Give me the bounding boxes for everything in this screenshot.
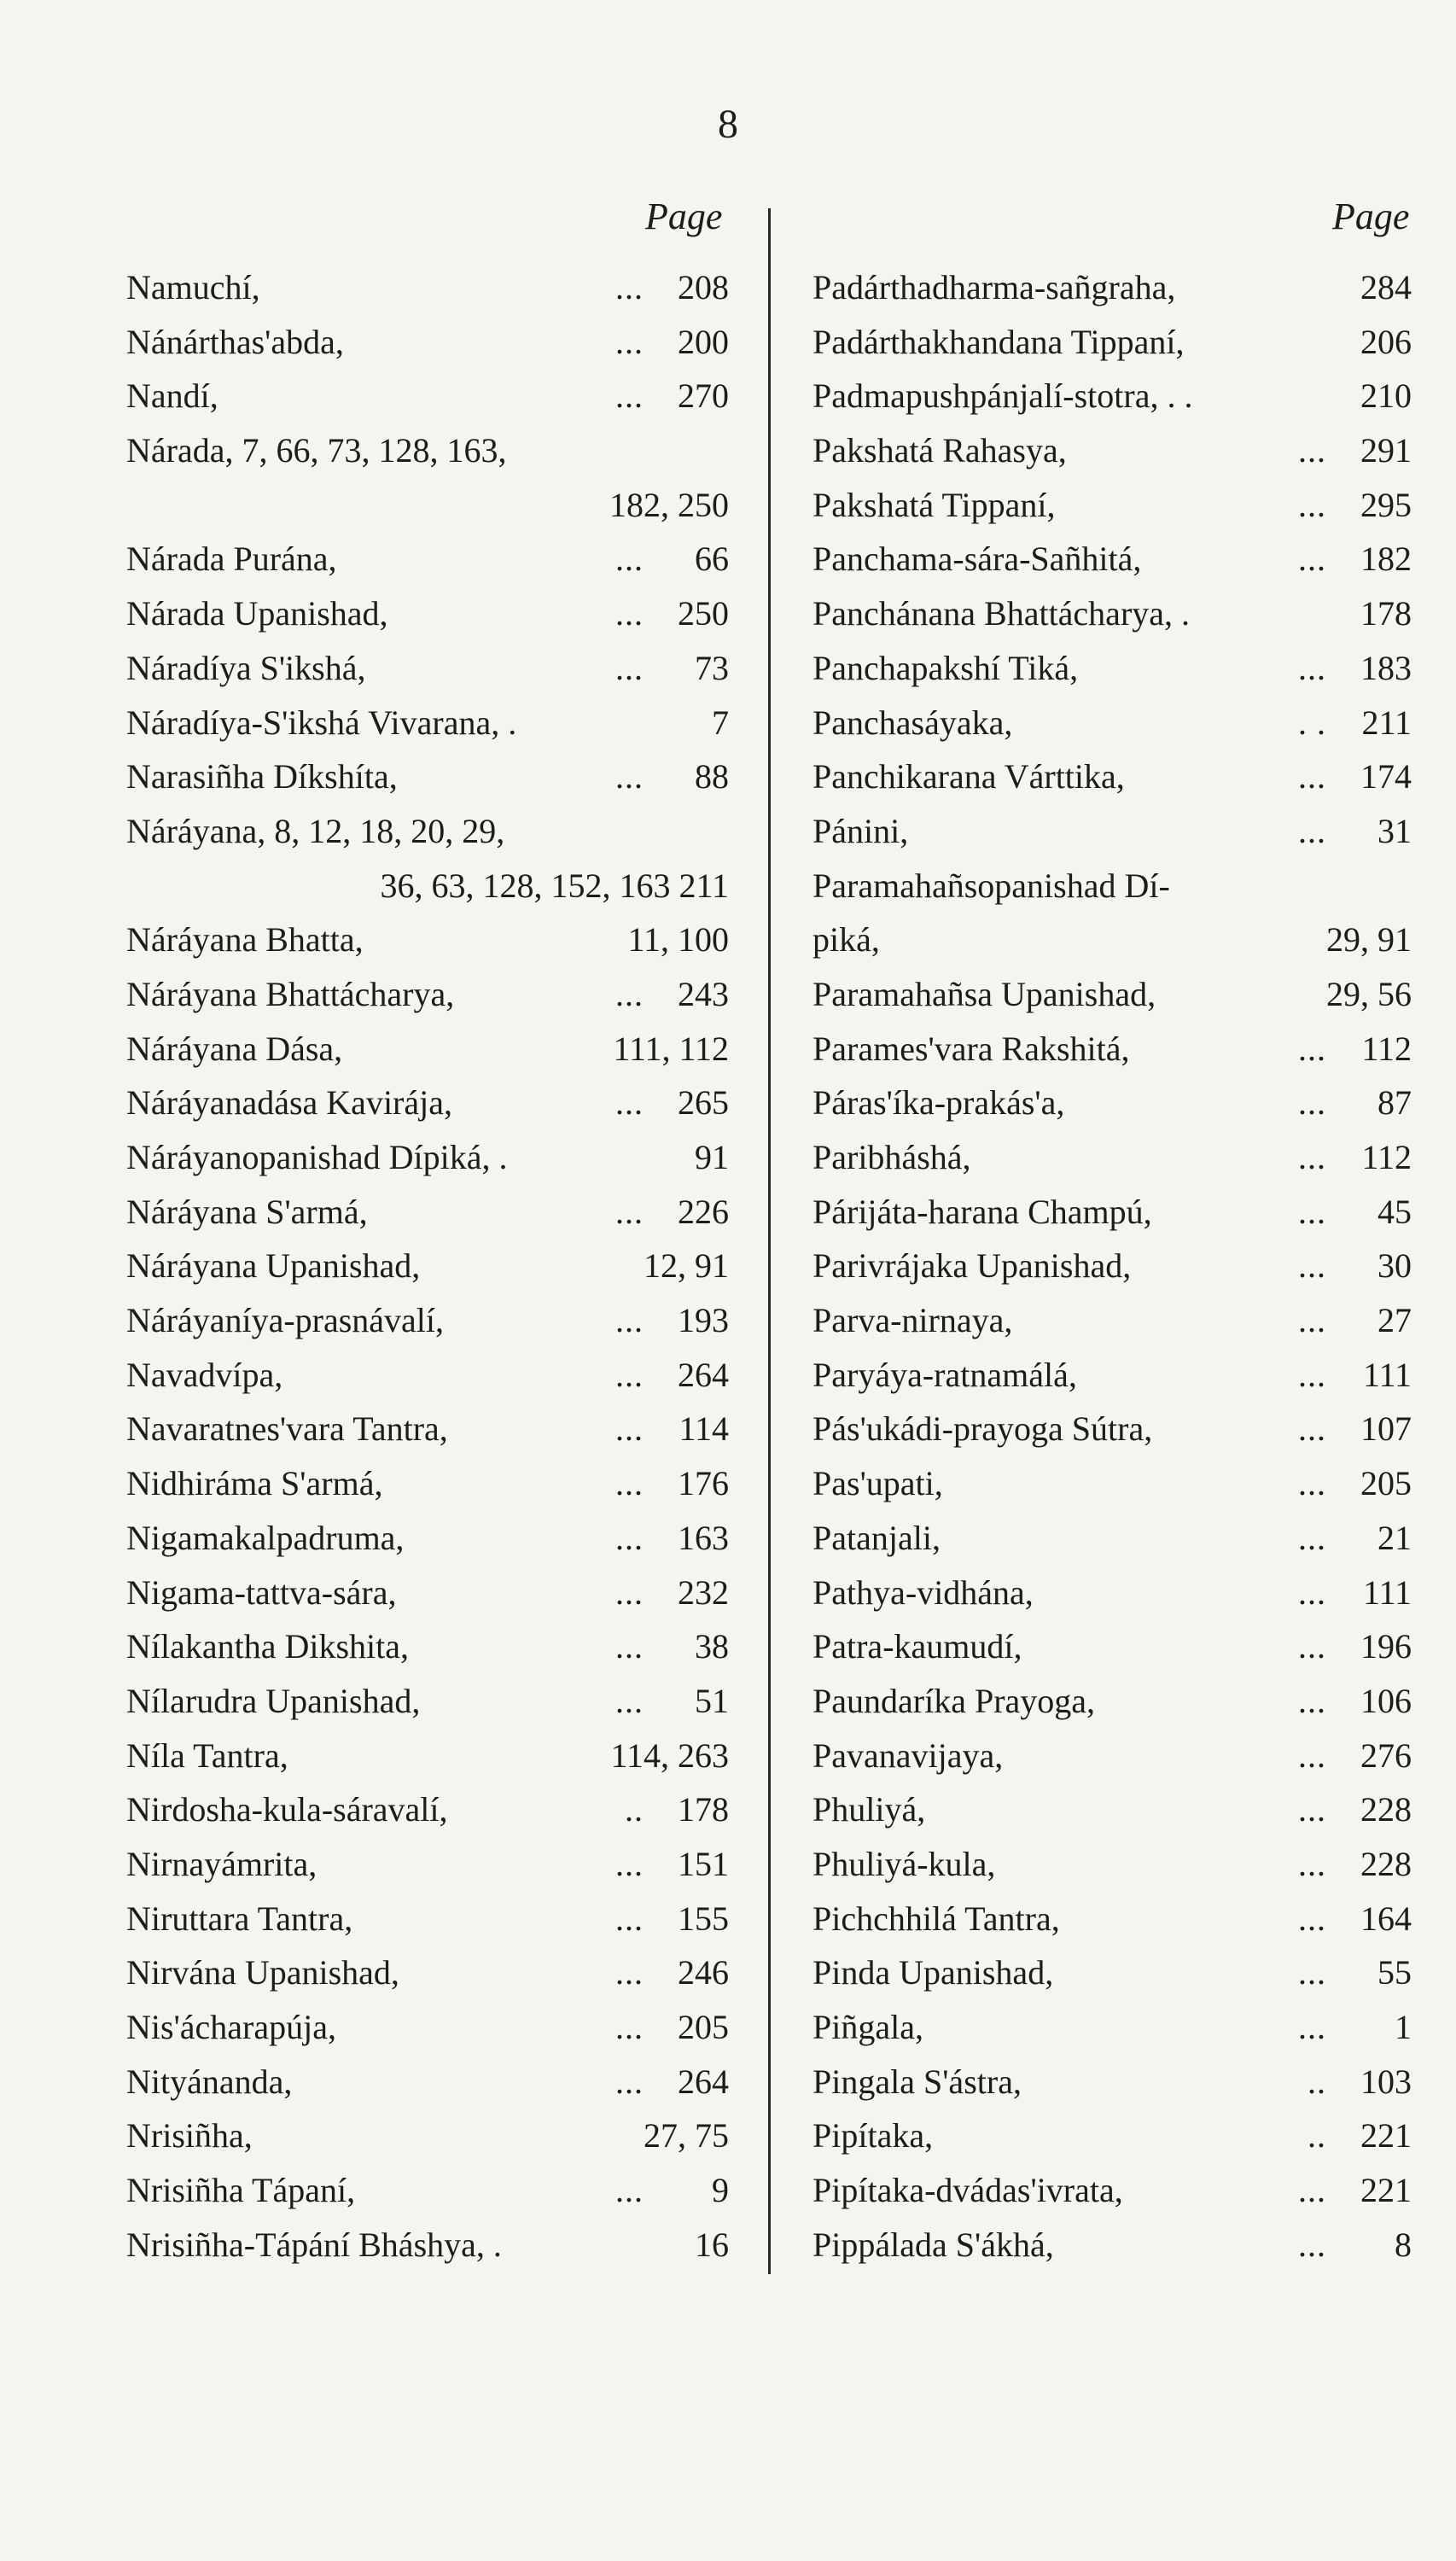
- index-entry: [126, 1782, 729, 1837]
- entry-page-numbers: 31: [1377, 811, 1412, 850]
- entry-page-numbers: 243: [678, 974, 729, 1013]
- entry-name: Parva-nirnaya,: [812, 1301, 1013, 1340]
- index-entry: [812, 1130, 1412, 1185]
- entry-page-numbers: 107: [1360, 1409, 1412, 1449]
- index-entry: [812, 369, 1412, 423]
- entry-page-numbers: 174: [1360, 757, 1412, 796]
- dot-leader: ...: [1298, 1844, 1326, 1883]
- entry-name: Náráyana Dása,: [126, 1029, 343, 1068]
- entry-page-numbers: 196: [1360, 1627, 1412, 1666]
- entry-name: Nánárthas'abda,: [126, 322, 344, 361]
- entry-name: Panchasáyaka,: [812, 703, 1013, 742]
- entry-name: Navaratnes'vara Tantra,: [126, 1409, 448, 1449]
- entry-name: Náráyanadása Kavirája,: [126, 1083, 452, 1123]
- entry-name: Níla Tantra,: [126, 1736, 288, 1775]
- entry-page-numbers: 265: [678, 1083, 729, 1123]
- entry-page-numbers: 232: [678, 1572, 729, 1612]
- entry-page-numbers: 1: [1395, 2008, 1412, 2046]
- entry-page-numbers: 91: [695, 1138, 729, 1176]
- dot-leader: ...: [615, 268, 644, 306]
- dot-leader: ...: [1298, 648, 1326, 687]
- index-entry: [126, 696, 729, 750]
- index-entry: [812, 859, 1412, 913]
- entry-name: Nirdosha-kula-sáravalí,: [126, 1790, 448, 1829]
- entry-page-numbers: 228: [1360, 1844, 1412, 1883]
- dot-leader: ...: [1298, 2225, 1326, 2264]
- entry-page-numbers: 66: [695, 540, 729, 579]
- index-entry: [812, 1674, 1412, 1729]
- entry-page-numbers: 55: [1377, 1953, 1412, 1992]
- dot-leader: ...: [615, 1355, 644, 1394]
- dot-leader: ...: [1298, 1246, 1326, 1286]
- dot-leader: ...: [1298, 1790, 1326, 1829]
- entry-page-numbers: 206: [1360, 322, 1412, 361]
- entry-page-numbers: 151: [678, 1844, 729, 1883]
- entry-name: Pingala S'ástra,: [812, 2062, 1022, 2101]
- entry-name: Pathya-vidhána,: [812, 1572, 1034, 1612]
- index-entry: [812, 1511, 1412, 1566]
- entry-page-numbers: 112: [1361, 1029, 1412, 1068]
- entry-page-numbers: 111, 112: [613, 1029, 729, 1068]
- entry-name: Parivrájaka Upanishad,: [812, 1246, 1132, 1286]
- entry-page-numbers: 178: [678, 1790, 729, 1829]
- entry-name: Nrisiñha,: [126, 2116, 253, 2156]
- index-entry: [812, 1837, 1412, 1892]
- entry-page-numbers: 276: [1360, 1736, 1412, 1775]
- entry-name: Pánini,: [812, 811, 909, 850]
- dot-leader: ...: [615, 757, 644, 796]
- index-entry: [812, 1185, 1412, 1240]
- entry-name: Paribháshá,: [812, 1138, 971, 1176]
- dot-leader: ...: [1298, 757, 1326, 796]
- entry-name: Narasiñha Díkshíta,: [126, 757, 398, 796]
- entry-page-numbers: 111: [1362, 1572, 1412, 1612]
- index-entry: [812, 641, 1412, 696]
- entry-name: Pakshatá Rahasya,: [812, 431, 1067, 470]
- index-entry: [126, 1837, 729, 1892]
- index-entry: [812, 1076, 1412, 1130]
- entry-name: Phuliyá-kula,: [812, 1844, 996, 1883]
- entry-page-numbers: 16: [695, 2225, 729, 2264]
- entry-page-numbers: 38: [695, 1627, 729, 1666]
- index-entry: [126, 260, 729, 315]
- dot-leader: ...: [615, 1627, 644, 1666]
- entry-page-numbers: 193: [678, 1301, 729, 1340]
- index-entry: [812, 1619, 1412, 1674]
- entry-name: Páras'íka-prakás'a,: [812, 1083, 1065, 1123]
- entry-page-numbers: 182: [1360, 540, 1412, 579]
- index-entry: [126, 1566, 729, 1620]
- index-entry: [126, 804, 729, 859]
- entry-page-numbers: 246: [678, 1953, 729, 1992]
- entry-page-numbers: 221: [1360, 2116, 1412, 2156]
- entry-name: Pichchhilá Tantra,: [812, 1899, 1060, 1938]
- entry-page-numbers: 9: [712, 2171, 729, 2210]
- entry-name: Pinda Upanishad,: [812, 1953, 1054, 1992]
- index-entry: [126, 641, 729, 696]
- index-entry: [812, 1022, 1412, 1076]
- dot-leader: ...: [615, 1681, 644, 1720]
- dot-leader: ..: [625, 1790, 644, 1829]
- index-entry: [812, 260, 1412, 315]
- entry-page-numbers: 176: [678, 1464, 729, 1503]
- dot-leader: ...: [1298, 1083, 1326, 1123]
- entry-name: Pipítaka,: [812, 2116, 934, 2156]
- index-entry: [126, 423, 729, 478]
- right-index-column: [812, 260, 1412, 2272]
- entry-name: Náradíya S'ikshá,: [126, 648, 366, 687]
- entry-page-numbers: 112: [1361, 1138, 1412, 1176]
- entry-page-numbers: 163: [678, 1518, 729, 1557]
- index-entry: [812, 750, 1412, 804]
- entry-page-numbers: 114: [678, 1409, 729, 1449]
- index-entry: [812, 2000, 1412, 2055]
- entry-name: Nrisiñha Tápaní,: [126, 2171, 356, 2210]
- index-entry: [126, 478, 729, 533]
- dot-leader: ...: [1298, 1953, 1326, 1992]
- entry-name: Padárthakhandana Tippaní,: [812, 322, 1185, 361]
- index-entry: [126, 1130, 729, 1185]
- index-entry: [126, 1892, 729, 1946]
- dot-leader: ...: [615, 2008, 644, 2046]
- entry-page-numbers: 183: [1360, 648, 1412, 687]
- entry-name: Nandí,: [126, 376, 218, 416]
- page-number: 8: [718, 102, 738, 147]
- entry-page-numbers: 106: [1360, 1681, 1412, 1720]
- entry-page-numbers: 12, 91: [644, 1246, 729, 1286]
- index-entry: [126, 1022, 729, 1076]
- index-entry: [126, 369, 729, 423]
- dot-leader: ...: [1298, 540, 1326, 579]
- entry-page-numbers: 73: [695, 648, 729, 687]
- entry-name: Nityánanda,: [126, 2062, 293, 2101]
- entry-page-numbers: 205: [1360, 1464, 1412, 1503]
- dot-leader: ...: [615, 1301, 644, 1340]
- index-entry: [812, 423, 1412, 478]
- entry-name: Nirvána Upanishad,: [126, 1953, 399, 1992]
- entry-page-numbers: 270: [678, 376, 729, 416]
- entry-name: Nigama-tattva-sára,: [126, 1572, 397, 1612]
- dot-leader: ...: [615, 2171, 644, 2210]
- entry-name: Pakshatá Tippaní,: [812, 485, 1056, 524]
- dot-leader: ...: [1298, 1138, 1326, 1176]
- dot-leader: ...: [1298, 1681, 1326, 1720]
- index-entry: [812, 913, 1412, 967]
- index-entry: [812, 532, 1412, 586]
- entry-name: Náráyana S'armá,: [126, 1192, 368, 1231]
- entry-name: Nidhiráma S'armá,: [126, 1464, 383, 1503]
- index-entry: [126, 1293, 729, 1348]
- dot-leader: ...: [1298, 2008, 1326, 2046]
- index-entry: [812, 1892, 1412, 1946]
- entry-page-numbers: 88: [695, 757, 729, 796]
- entry-name: Nrisiñha-Tápání Bháshya, .: [126, 2225, 502, 2264]
- index-entry: [812, 1946, 1412, 2000]
- entry-name: Nílakantha Dikshita,: [126, 1627, 410, 1666]
- left-column-heading: Page: [645, 195, 723, 237]
- dot-leader: ...: [1298, 2171, 1326, 2210]
- entry-name: Náradíya-S'ikshá Vivarana, .: [126, 703, 517, 742]
- entry-name: Náráyaníya-prasnávalí,: [126, 1301, 445, 1340]
- index-entry: [126, 1076, 729, 1130]
- column-divider: [768, 208, 771, 2274]
- dot-leader: ...: [1298, 1355, 1326, 1394]
- entry-name: Nárada, 7, 66, 73, 128, 163,: [126, 431, 507, 470]
- index-entry: [126, 2000, 729, 2055]
- dot-leader: ...: [615, 540, 644, 579]
- index-entry: [812, 1402, 1412, 1456]
- entry-page-numbers: 221: [1360, 2171, 1412, 2210]
- entry-page-numbers: 27, 75: [644, 2116, 729, 2156]
- dot-leader: ...: [1298, 1192, 1326, 1231]
- entry-name: Pas'upati,: [812, 1464, 943, 1503]
- dot-leader: ...: [1298, 1627, 1326, 1666]
- entry-page-numbers: 205: [678, 2008, 729, 2046]
- entry-name: Nílarudra Upanishad,: [126, 1681, 421, 1720]
- dot-leader: ...: [1298, 1301, 1326, 1340]
- index-entry: [126, 1619, 729, 1674]
- entry-name: Náráyana Bhattácharya,: [126, 974, 455, 1013]
- entry-name: Panchapakshí Tiká,: [812, 648, 1079, 687]
- index-entry: [126, 859, 729, 913]
- index-entry: [812, 696, 1412, 750]
- entry-name: Párijáta-harana Champú,: [812, 1192, 1152, 1231]
- index-entry: [126, 1402, 729, 1456]
- dot-leader: ..: [1307, 2062, 1326, 2101]
- index-entry: [812, 2163, 1412, 2218]
- dot-leader: ...: [1298, 1029, 1326, 1068]
- index-entry: [126, 1946, 729, 2000]
- entry-name: Nigamakalpadruma,: [126, 1518, 405, 1557]
- entry-name: Panchánana Bhattácharya, .: [812, 594, 1191, 633]
- index-entry: [126, 315, 729, 370]
- entry-page-numbers: 226: [678, 1192, 729, 1231]
- entry-name: Piñgala,: [812, 2008, 923, 2046]
- entry-page-numbers: 284: [1360, 268, 1412, 306]
- entry-name: Náráyana Upanishad,: [126, 1246, 421, 1286]
- entry-page-numbers: 200: [678, 322, 729, 361]
- entry-page-numbers: 228: [1360, 1790, 1412, 1829]
- entry-name: Paryáya-ratnamálá,: [812, 1355, 1077, 1394]
- entry-page-numbers: 291: [1360, 431, 1412, 470]
- entry-page-numbers: 182, 250: [609, 485, 729, 524]
- entry-name: Pavanavijaya,: [812, 1736, 1004, 1775]
- index-entry: [126, 1456, 729, 1511]
- index-entry: [126, 1674, 729, 1729]
- entry-page-numbers: 111: [1362, 1355, 1412, 1394]
- entry-page-numbers: 208: [678, 268, 729, 306]
- index-entry: [812, 2055, 1412, 2109]
- entry-page-numbers: 29, 91: [1326, 920, 1412, 960]
- dot-leader: ...: [615, 974, 644, 1013]
- dot-leader: ...: [1298, 1899, 1326, 1938]
- index-entry: [812, 804, 1412, 859]
- entry-page-numbers: 164: [1360, 1899, 1412, 1938]
- dot-leader: ...: [615, 648, 644, 687]
- index-entry: [126, 1239, 729, 1293]
- dot-leader: ...: [1298, 1736, 1326, 1775]
- entry-name: Nirnayámrita,: [126, 1844, 317, 1883]
- entry-page-numbers: 210: [1360, 376, 1412, 416]
- index-entry: [126, 1348, 729, 1403]
- entry-name: Navadvípa,: [126, 1355, 283, 1394]
- entry-name: Paramahañsopanishad Dí-: [812, 866, 1170, 905]
- index-entry: [126, 913, 729, 967]
- entry-page-numbers: 8: [1395, 2225, 1412, 2264]
- index-entry: [812, 586, 1412, 641]
- entry-page-numbers: 27: [1377, 1301, 1412, 1340]
- entry-name: Náráyana, 8, 12, 18, 20, 29,: [126, 811, 505, 850]
- entry-page-numbers: 11, 100: [627, 920, 729, 960]
- entry-name: Nárada Upanishad,: [126, 594, 388, 633]
- entry-name: Pipítaka-dvádas'ivrata,: [812, 2171, 1123, 2210]
- entry-page-numbers: 114, 263: [610, 1736, 729, 1775]
- entry-name: Patanjali,: [812, 1518, 941, 1557]
- index-entry: [126, 2163, 729, 2218]
- entry-name: Náráyanopanishad Dípiká, .: [126, 1138, 508, 1176]
- index-entry: [812, 1293, 1412, 1348]
- entry-page-numbers: 21: [1377, 1518, 1412, 1557]
- entry-page-numbers: 295: [1360, 485, 1412, 524]
- entry-page-numbers: 178: [1360, 594, 1412, 633]
- dot-leader: ..: [1307, 2116, 1326, 2156]
- index-entry: [126, 1729, 729, 1783]
- entry-name: Nárada Purána,: [126, 540, 337, 579]
- entry-page-numbers: 264: [678, 1355, 729, 1394]
- index-entry: [812, 1456, 1412, 1511]
- entry-name: Náráyana Bhatta,: [126, 920, 364, 960]
- dot-leader: ...: [615, 1844, 644, 1883]
- dot-leader: ...: [615, 1953, 644, 1992]
- dot-leader: ...: [615, 376, 644, 416]
- entry-page-numbers: 211: [1361, 703, 1412, 742]
- entry-name: Parames'vara Rakshitá,: [812, 1029, 1130, 1068]
- index-entry: [126, 1511, 729, 1566]
- index-entry: [812, 2109, 1412, 2163]
- entry-name: Padmapushpánjalí-stotra, . .: [812, 376, 1193, 416]
- entry-name: Panchikarana Várttika,: [812, 757, 1125, 796]
- index-entry: [126, 2055, 729, 2109]
- entry-page-numbers: 7: [712, 703, 729, 742]
- dot-leader: ...: [615, 322, 644, 361]
- entry-page-numbers: 155: [678, 1899, 729, 1938]
- entry-page-numbers: 103: [1360, 2062, 1412, 2101]
- index-entry: [126, 532, 729, 586]
- entry-name: Namuchí,: [126, 268, 260, 306]
- dot-leader: ...: [1298, 811, 1326, 850]
- index-entry: [126, 967, 729, 1022]
- index-entry: [812, 1348, 1412, 1403]
- index-entry: [812, 1729, 1412, 1783]
- dot-leader: ...: [1298, 431, 1326, 470]
- dot-leader: ...: [1298, 1518, 1326, 1557]
- entry-page-numbers: 87: [1377, 1083, 1412, 1123]
- index-entry: [812, 2218, 1412, 2272]
- dot-leader: ...: [615, 2062, 644, 2101]
- index-entry: [812, 967, 1412, 1022]
- entry-name: Phuliyá,: [812, 1790, 926, 1829]
- entry-page-numbers: 250: [678, 594, 729, 633]
- dot-leader: ...: [615, 1899, 644, 1938]
- index-entry: [812, 1782, 1412, 1837]
- entry-name: Nis'ácharapúja,: [126, 2008, 336, 2046]
- index-entry: [126, 2218, 729, 2272]
- dot-leader: . .: [1298, 703, 1326, 742]
- left-index-column: [126, 260, 729, 2272]
- entry-page-numbers: 264: [678, 2062, 729, 2101]
- dot-leader: ...: [615, 594, 644, 633]
- right-column-heading: Page: [1332, 195, 1410, 237]
- entry-name: piká,: [812, 920, 880, 960]
- entry-page-numbers: 45: [1377, 1192, 1412, 1231]
- entry-name: Padárthadharma-sañgraha,: [812, 268, 1176, 306]
- dot-leader: ...: [615, 1083, 644, 1123]
- dot-leader: ...: [615, 1192, 644, 1231]
- entry-name: Paramahañsa Upanishad,: [812, 974, 1156, 1013]
- index-entry: [812, 315, 1412, 370]
- dot-leader: ...: [1298, 485, 1326, 524]
- index-entry: [126, 750, 729, 804]
- dot-leader: ...: [615, 1572, 644, 1612]
- entry-name: Panchama-sára-Sañhitá,: [812, 540, 1142, 579]
- entry-page-numbers: 51: [695, 1681, 729, 1720]
- entry-name: Niruttara Tantra,: [126, 1899, 353, 1938]
- entry-name: Pás'ukádi-prayoga Sútra,: [812, 1409, 1153, 1449]
- index-entry: [812, 1566, 1412, 1620]
- dot-leader: ...: [615, 1464, 644, 1503]
- entry-page-numbers: 30: [1377, 1246, 1412, 1286]
- dot-leader: ...: [1298, 1572, 1326, 1612]
- entry-page-numbers: 36, 63, 128, 152, 163 211: [380, 866, 729, 905]
- index-entry: [126, 2109, 729, 2163]
- entry-page-numbers: 29, 56: [1326, 974, 1412, 1013]
- dot-leader: ...: [615, 1518, 644, 1557]
- dot-leader: ...: [615, 1409, 644, 1449]
- dot-leader: ...: [1298, 1464, 1326, 1503]
- index-entry: [812, 1239, 1412, 1293]
- index-entry: [126, 586, 729, 641]
- entry-name: Paundaríka Prayoga,: [812, 1681, 1096, 1720]
- entry-name: Pippálada S'ákhá,: [812, 2225, 1054, 2264]
- index-entry: [812, 478, 1412, 533]
- entry-name: Patra-kaumudí,: [812, 1627, 1022, 1666]
- dot-leader: ...: [1298, 1409, 1326, 1449]
- index-entry: [126, 1185, 729, 1240]
